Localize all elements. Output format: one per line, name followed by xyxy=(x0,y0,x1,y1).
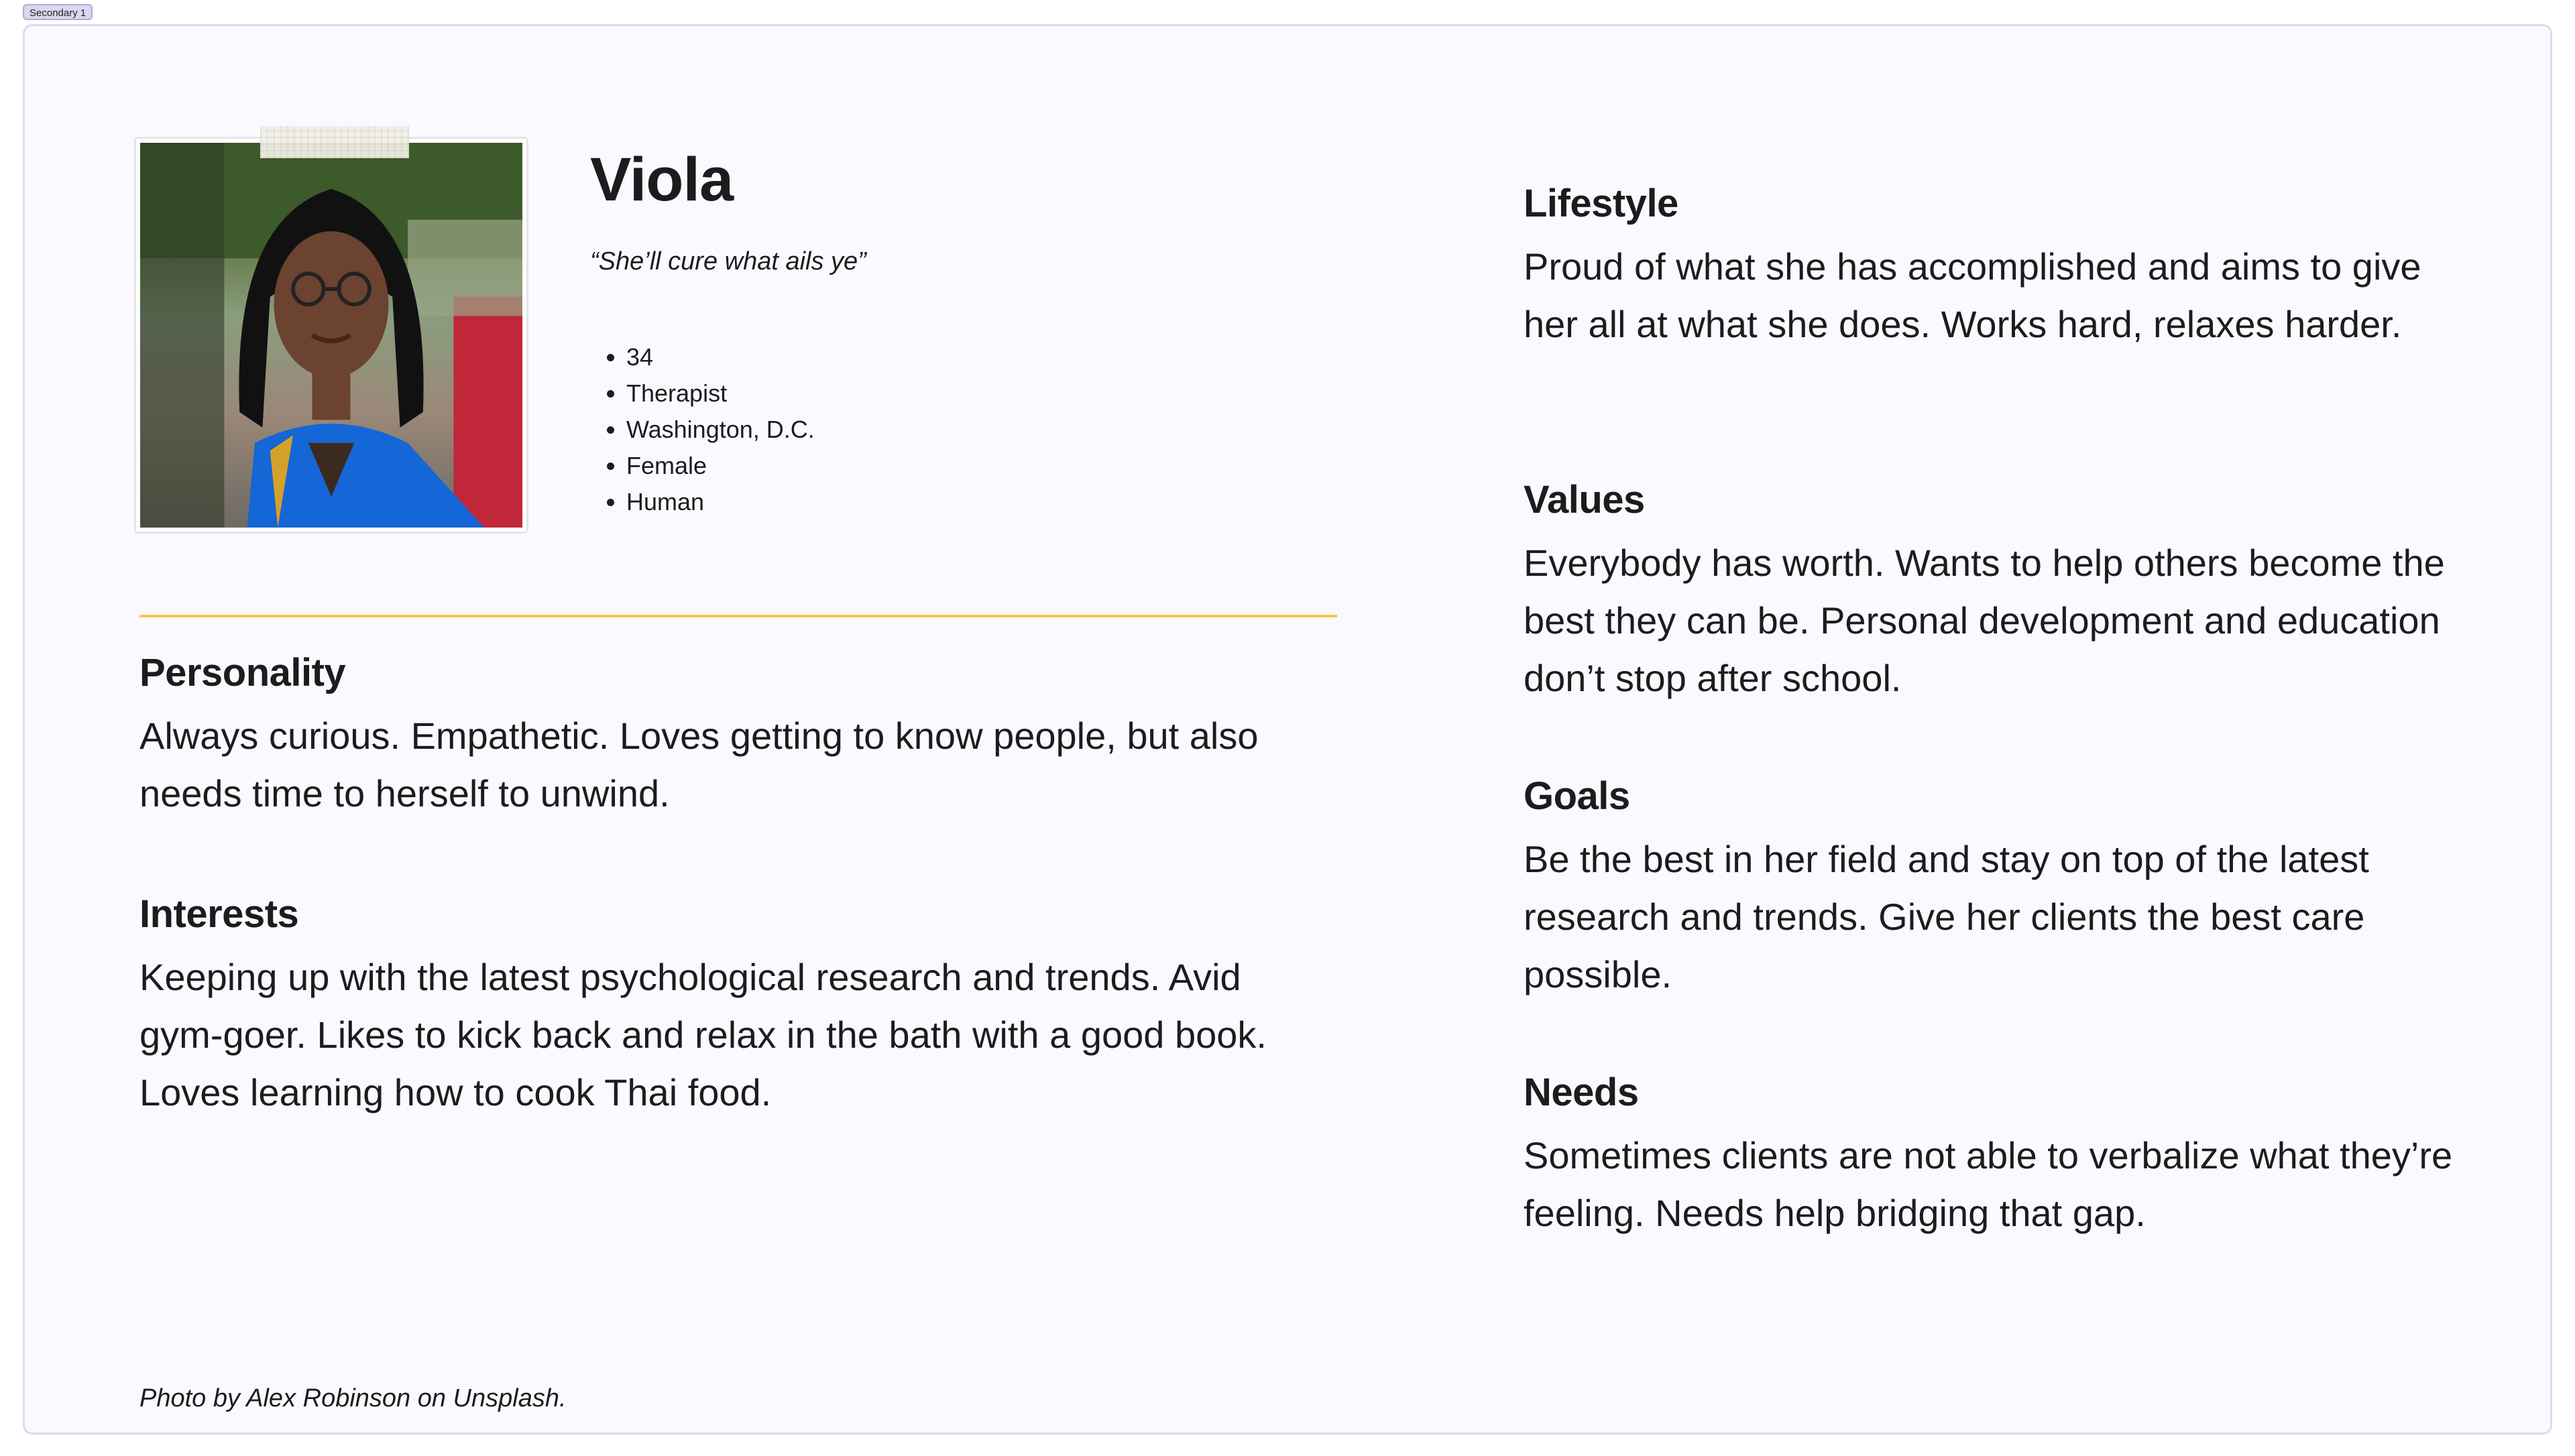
persona-facts-list xyxy=(590,339,815,520)
section-divider xyxy=(139,615,1337,617)
persona-photo xyxy=(134,137,528,534)
section-needs xyxy=(1524,1069,2476,1242)
persona-photo-image xyxy=(140,143,522,528)
section-body: Everybody has worth. Wants to help others become the best they can be. Personal development and education don’t stop after school. xyxy=(1524,541,2445,699)
fact-age: • 34 xyxy=(626,339,815,375)
section-title: Interests xyxy=(139,892,299,936)
section-body: Sometimes clients are not able to verbalize what they’re feeling. Needs help bridging that gap. xyxy=(1524,1134,2453,1234)
section-interests xyxy=(139,890,1293,1121)
fact-species: • Human xyxy=(626,484,815,520)
section-lifestyle xyxy=(1524,180,2476,353)
section-title: Values xyxy=(1524,478,1645,522)
section-title: Personality xyxy=(139,651,346,694)
portrait-illustration xyxy=(140,143,522,528)
frame-label[interactable]: Secondary 1 xyxy=(23,4,93,20)
section-goals xyxy=(1524,772,2476,1004)
fact-occupation: • Therapist xyxy=(626,375,815,412)
fact-gender: • Female xyxy=(626,448,815,484)
section-title: Needs xyxy=(1524,1071,1639,1114)
persona-name: Viola xyxy=(590,145,734,214)
section-personality xyxy=(139,649,1293,823)
photo-tape xyxy=(260,126,409,158)
section-body: Always curious. Empathetic. Loves getting to know people, but also needs time to herself to unwind. xyxy=(139,714,1259,814)
photo-credit: Photo by Alex Robinson on Unsplash. xyxy=(139,1384,567,1412)
section-body: Be the best in her field and stay on top of the latest research and trends. Give her clients the best care possible. xyxy=(1524,837,2369,995)
fact-location: • Washington, D.C. xyxy=(626,412,815,448)
section-body: Proud of what she has accomplished and aims to give her all at what she does. Works hard, relaxes harder. xyxy=(1524,245,2421,345)
persona-quote: “She’ll cure what ails ye” xyxy=(590,247,866,276)
section-title: Goals xyxy=(1524,774,1630,818)
section-body: Keeping up with the latest psychological research and trends. Avid gym-goer. Likes to kick back and relax in the bath with a good book. Loves learning how to cook Thai food. xyxy=(139,955,1267,1113)
section-title: Lifestyle xyxy=(1524,182,1678,225)
section-values xyxy=(1524,476,2476,707)
